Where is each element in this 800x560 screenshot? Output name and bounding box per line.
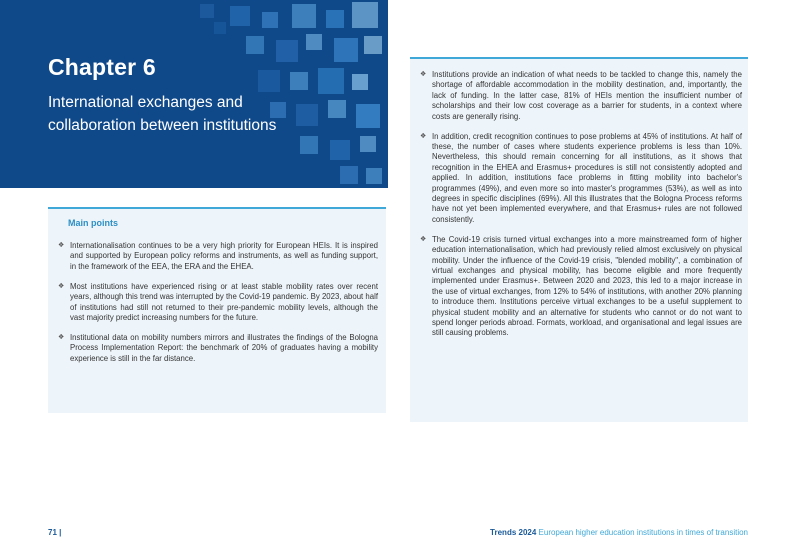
- main-points-list: [58, 241, 378, 374]
- list-item: [58, 282, 378, 324]
- page-number: 71 |: [48, 528, 62, 537]
- footer-series: Trends 2024: [490, 528, 537, 537]
- chapter-subtitle: International exchanges and collaboration between institutions: [48, 94, 277, 134]
- list-item-text: In addition, credit recognition continues to pose problems at 45% of institutions. At half of these, the number of cases where students experience problems is less than 10%. Nevertheless, this should remain concerning for all institutions, as it shows that recognition in the EHEA and Erasmus+ procedures is still not consistently adopted and applied. In addition, institutions face problems in fitting mobility into bachelor's programmes (49%), and even more so into master's programmes (53%), as well as into degrees in specific disciplines (69%). All this illustrates that the Bologna Process reforms have not yet been implemented everywhere, and that Erasmus+ rules are not followed consistently.: [432, 131, 742, 224]
- list-item: [420, 132, 742, 226]
- diamond-bullet-icon: ❖: [58, 333, 65, 341]
- right-points-box: [410, 57, 748, 422]
- list-item: [58, 241, 378, 272]
- chapter-header-banner: [0, 0, 388, 188]
- running-footer: [490, 528, 748, 537]
- right-points-list: [420, 70, 742, 348]
- list-item: [420, 70, 742, 122]
- list-item: [420, 235, 742, 339]
- list-item-text: Internationalisation continues to be a very high priority for European HEIs. It is inspired and supported by European policy reforms and instruments, as well as funding support, in the framework of the EEA, the ERA and the EHEA.: [70, 241, 378, 271]
- footer-publication: European higher education institutions in times of transition: [538, 528, 748, 537]
- list-item: [58, 333, 378, 364]
- diamond-bullet-icon: ❖: [58, 242, 65, 249]
- list-item-text: The Covid-19 crisis turned virtual exchanges into a more mainstreamed form of higher education internationalisation, which had previously relied almost exclusively on physical mobility. Under the influence of the Covid-19 crisis, "blended mobility", a combination of virtual exchanges and physical mobility, has become eligible and more frequently implemented under Erasmus+. Between 2020 and 2023, this led to a major increase in the use of virtual exchanges, from 12% to 54% of institutions, with another 20% planning to introduce them. Institutions perceive virtual exchanges to be a useful supplement to physical student mobility and an alternative for students who cannot or do not want to spend longer periods abroad. Formats, workload, and organisational and legal issues are still causing problems.: [432, 234, 742, 338]
- diamond-bullet-icon: ❖: [420, 71, 427, 78]
- diamond-bullet-icon: ❖: [58, 282, 65, 290]
- chapter-title: Chapter 6: [48, 54, 156, 80]
- diamond-bullet-icon: ❖: [420, 132, 427, 140]
- main-points-heading: Main points: [68, 218, 118, 228]
- diamond-bullet-icon: ❖: [420, 235, 427, 243]
- list-item-text: Institutional data on mobility numbers mirrors and illustrates the findings of the Bologna Process Implementation Report: the benchmark of 20% of graduates having a mobility experience is still in the far distance.: [70, 332, 378, 363]
- list-item-text: Institutions provide an indication of what needs to be tackled to change this, namely the shortage of affordable accommodation in the mobility destination, and, importantly, the lack of funding. In the latter case, 81% of HEIs mention the insufficient number of scholarships and their low cost coverage as a barrier for students, in a context where costs are generally rising.: [432, 70, 742, 121]
- list-item-text: Most institutions have experienced rising or at least stable mobility rates over recent years, although this trend was interrupted by the Covid-19 pandemic. By 2023, about half of institutions had still not returned to their pre-pandemic mobility levels, although the vast majority predict increasing numbers for the future.: [70, 281, 378, 322]
- main-points-box: [48, 207, 386, 413]
